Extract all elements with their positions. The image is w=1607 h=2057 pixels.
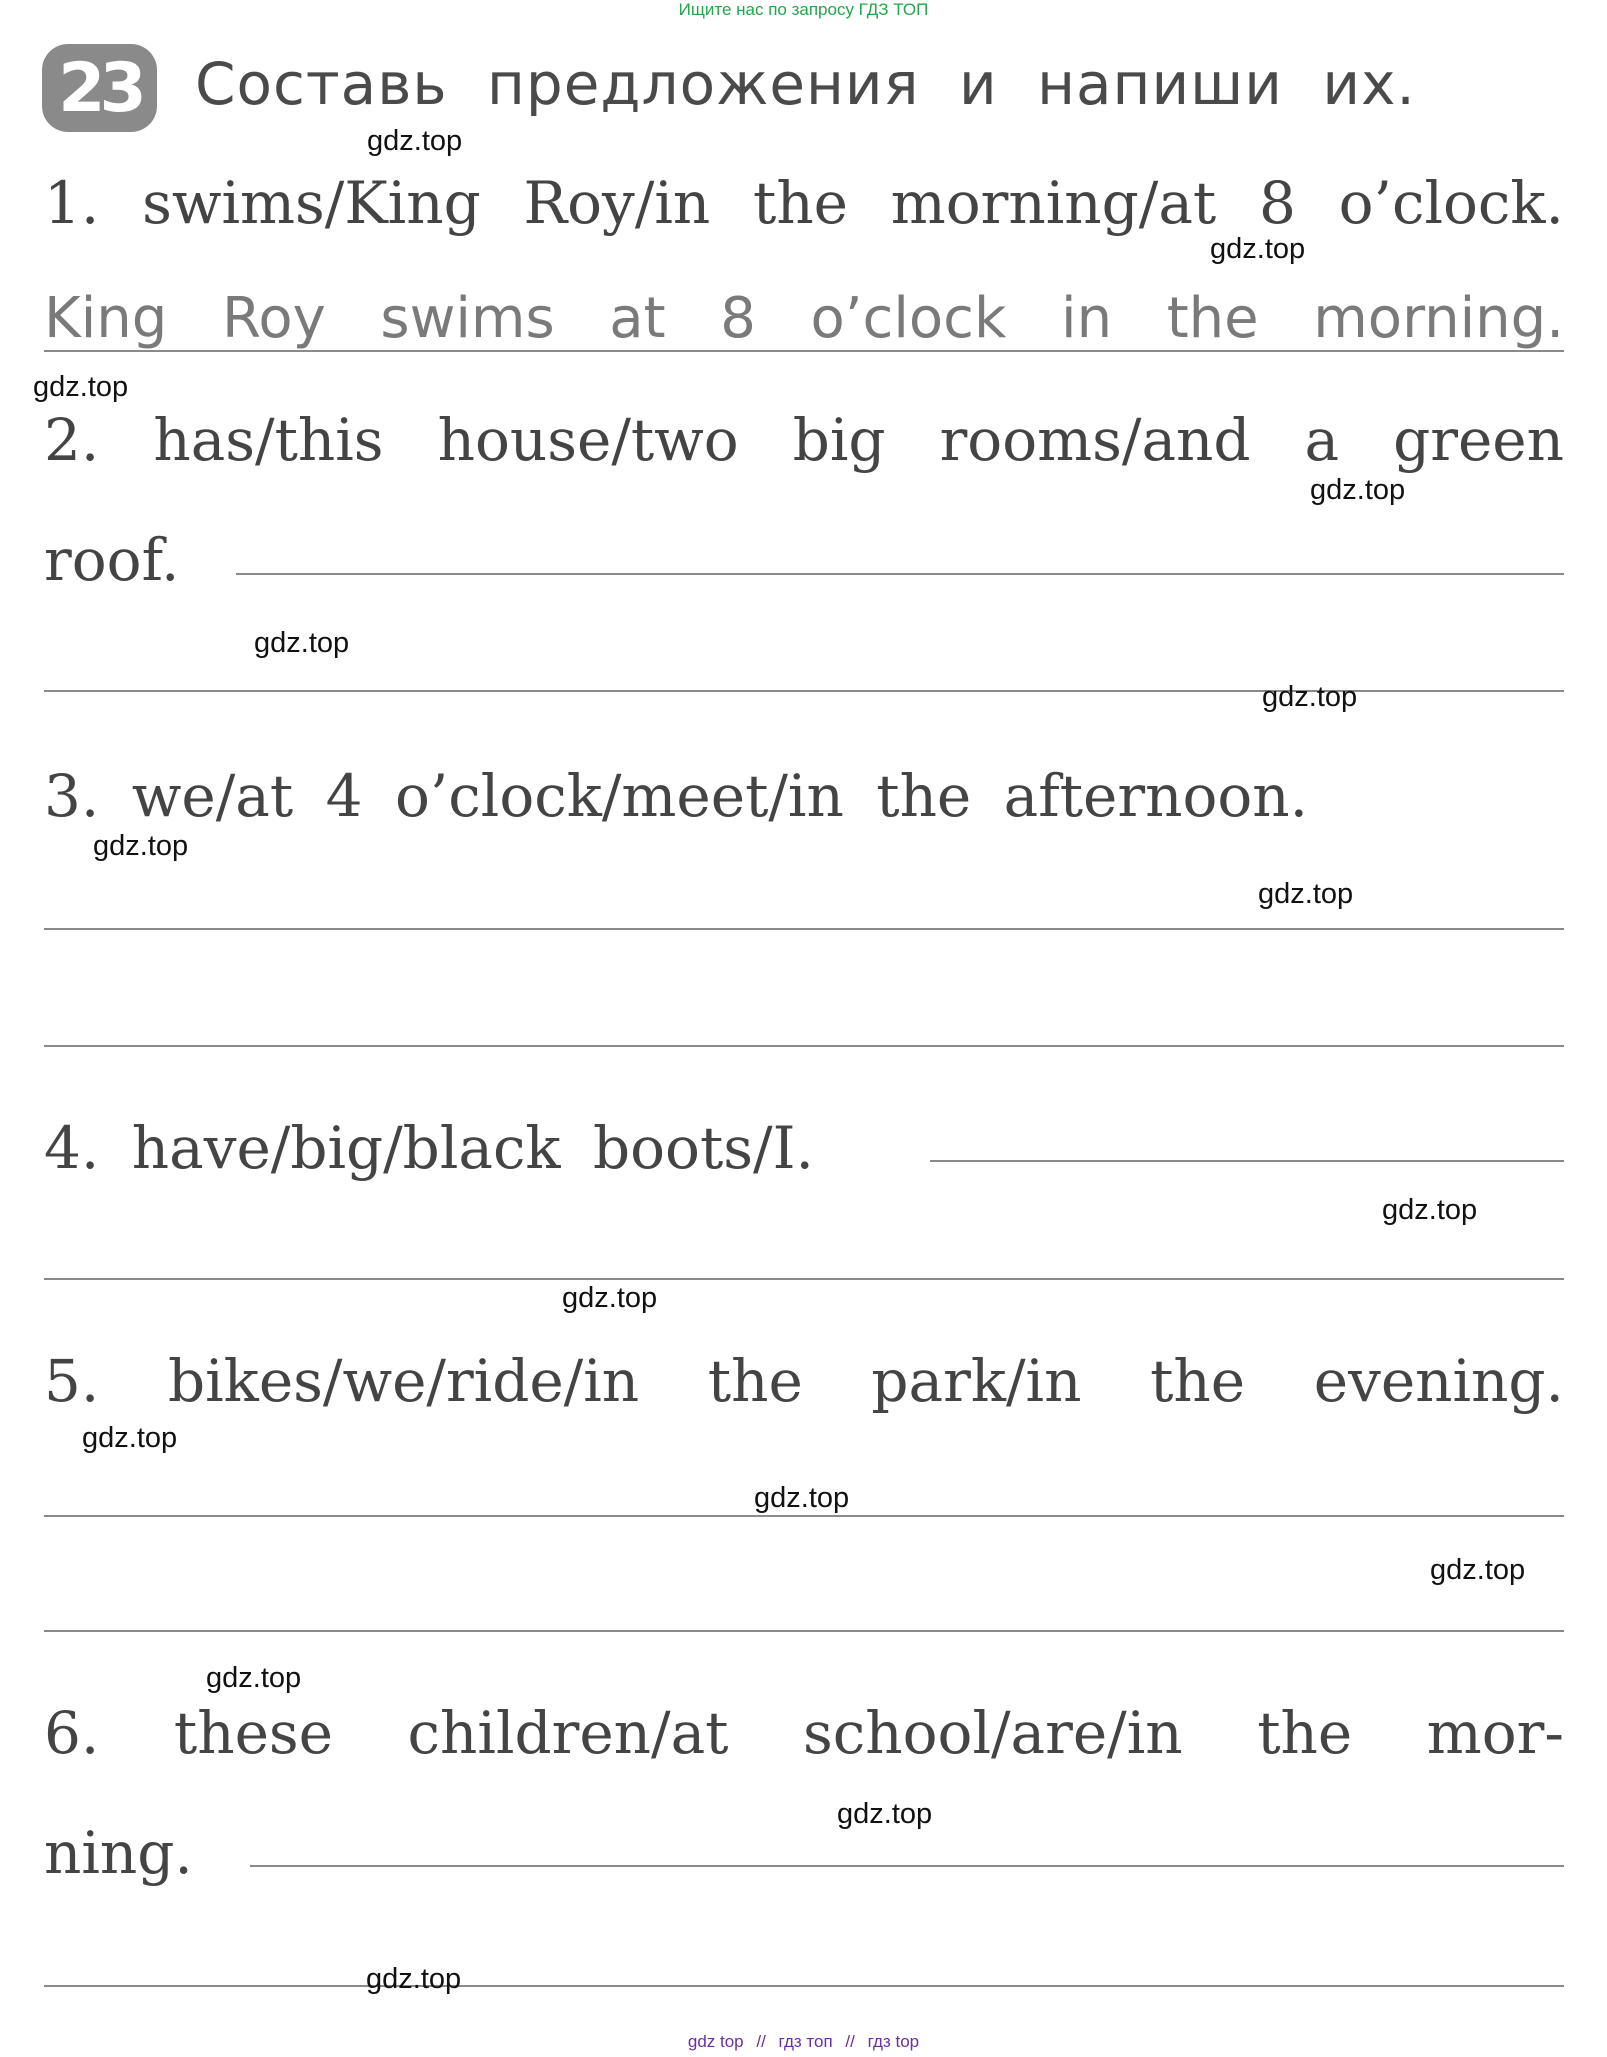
task-2-prompt-line2: roof. (44, 526, 180, 594)
watermark: gdz.top (1310, 474, 1406, 506)
watermark: gdz.top (82, 1422, 178, 1454)
watermark: gdz.top (1210, 233, 1306, 265)
answer-line[interactable] (44, 1985, 1564, 1987)
answer-line[interactable] (236, 573, 1564, 575)
answer-line[interactable] (250, 1865, 1564, 1867)
footer-separator: // (845, 2032, 855, 2051)
answer-line[interactable] (44, 1630, 1564, 1632)
watermark: gdz.top (1382, 1194, 1478, 1226)
watermark: gdz.top (93, 830, 189, 862)
answer-line[interactable] (44, 928, 1564, 930)
watermark: gdz.top (367, 125, 463, 157)
exercise-instruction: Составь предложения и напиши их. (195, 50, 1416, 118)
answer-line[interactable] (44, 1045, 1564, 1047)
exercise-number-badge: 23 (42, 44, 157, 132)
footer-links (0, 2032, 1607, 2052)
watermark: gdz.top (754, 1482, 850, 1514)
task-6-prompt-line2: ning. (44, 1819, 193, 1887)
answer-line[interactable] (930, 1160, 1564, 1162)
footer-separator: // (756, 2032, 766, 2051)
watermark: gdz.top (206, 1662, 302, 1694)
task-5-prompt: 5. bikes/we/ride/in the park/in the evening. (44, 1347, 1564, 1415)
answer-line[interactable] (44, 1515, 1564, 1517)
task-3-prompt: 3. we/at 4 o’clock/meet/in the afternoon. (44, 762, 1309, 830)
task-6-prompt-line1: 6. these children/at school/are/in the mor- (44, 1699, 1564, 1767)
watermark: gdz.top (562, 1282, 658, 1314)
task-2-prompt-line1: 2. has/this house/two big rooms/and a green (44, 406, 1564, 474)
watermark: gdz.top (33, 371, 129, 403)
task-1-answer: King Roy swims at 8 o’clock in the morning. (44, 286, 1564, 351)
watermark: gdz.top (1430, 1554, 1526, 1586)
watermark: gdz.top (366, 1963, 462, 1995)
task-1-prompt: 1. swims/King Roy/in the morning/at 8 o’clock. (44, 169, 1564, 237)
top-search-link[interactable]: Ищите нас по запросу ГДЗ ТОП (678, 0, 929, 19)
answer-line[interactable] (44, 1278, 1564, 1280)
answer-line (44, 350, 1564, 352)
footer-link-gdz-top-mixed[interactable]: гдз top (867, 2032, 920, 2051)
watermark: gdz.top (1262, 681, 1358, 713)
watermark: gdz.top (1258, 878, 1354, 910)
footer-link-gdz-top-ru[interactable]: гдз топ (778, 2032, 833, 2051)
footer-link-gdz-top[interactable]: gdz top (687, 2032, 744, 2051)
watermark: gdz.top (837, 1798, 933, 1830)
watermark: gdz.top (254, 627, 350, 659)
task-4-prompt: 4. have/big/black boots/I. (44, 1114, 814, 1182)
